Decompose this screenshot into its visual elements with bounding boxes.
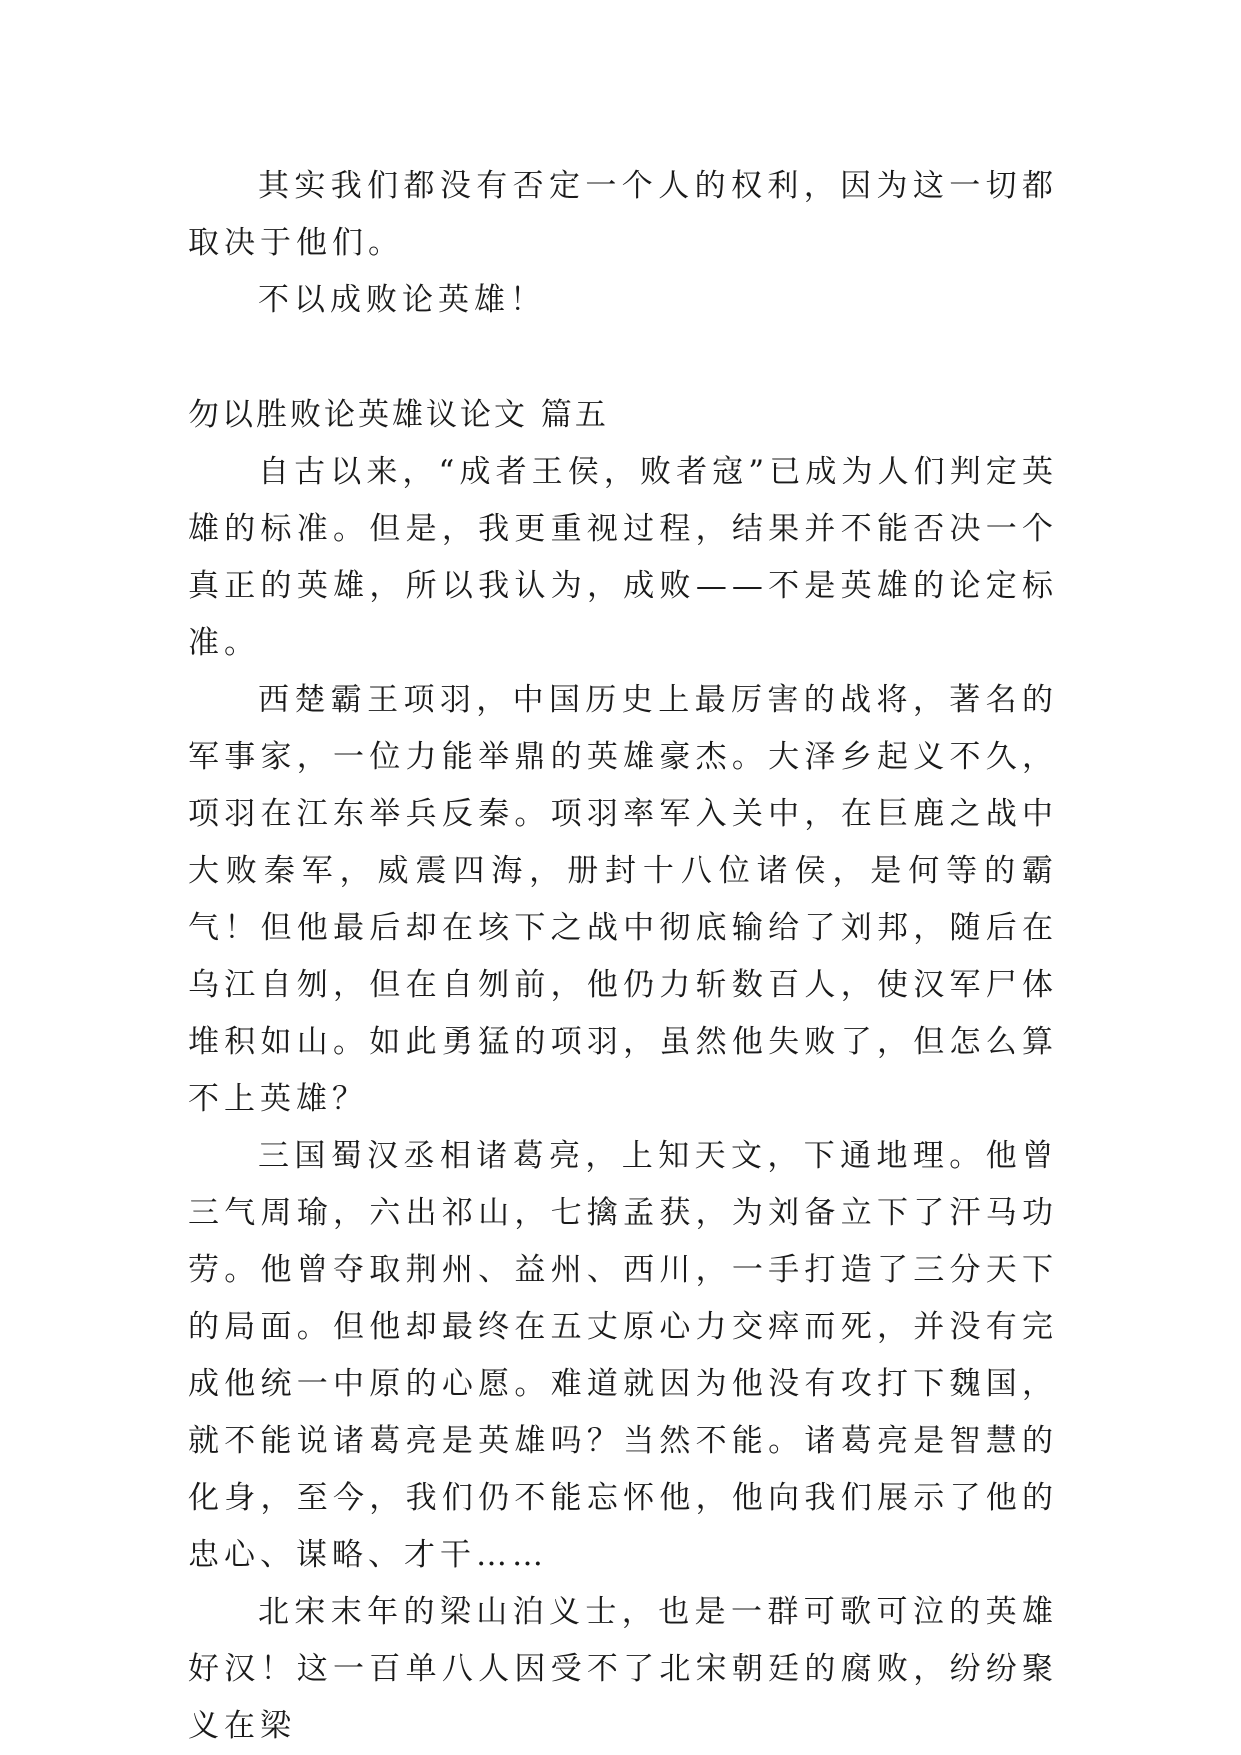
section-heading: 勿以胜败论英雄议论文 篇五 bbox=[188, 397, 609, 433]
intro-paragraph-1: 其实我们都没有否定一个人的权利，因为这一切都取决于他们。 bbox=[188, 168, 1058, 261]
body-paragraph-1: 自古以来，“成者王侯，败者寇”已成为人们判定英雄的标准。但是，我更重视过程，结果并不能否决一个真正的英雄，所以我认为，成败——不是英雄的论定标准。 bbox=[188, 454, 1058, 661]
body-paragraph-3: 三国蜀汉丞相诸葛亮，上知天文，下通地理。他曾三气周瑜，六出祁山，七擒孟获，为刘备立下了汗马功劳。他曾夺取荆州、益州、西川，一手打造了三分天下的局面。但他却最终在五丈原心力交瘁而死，并没有完成他统一中原的心愿。难道就因为他没有攻打下魏国，就不能说诸葛亮是英雄吗？当然不能。诸葛亮是智慧的化身，至今，我们仍不能忘怀他，他向我们展示了他的忠心、谋略、才干…… bbox=[188, 1138, 1058, 1573]
document-body bbox=[188, 158, 1058, 1755]
section-spacer bbox=[188, 329, 1058, 387]
body-paragraph-4: 北宋末年的梁山泊义士，也是一群可歌可泣的英雄好汉！这一百单八人因受不了北宋朝廷的腐败，纷纷聚义在梁 bbox=[188, 1594, 1058, 1744]
intro-paragraph-2: 不以成败论英雄！ bbox=[258, 282, 546, 318]
body-paragraph-2: 西楚霸王项羽，中国历史上最厉害的战将，著名的军事家，一位力能举鼎的英雄豪杰。大泽乡起义不久，项羽在江东举兵反秦。项羽率军入关中，在巨鹿之战中大败秦军，威震四海，册封十八位诸侯，是何等的霸气！但他最后却在垓下之战中彻底输给了刘邦，随后在乌江自刎，但在自刎前，他仍力斩数百人，使汉军尸体堆积如山。如此勇猛的项羽，虽然他失败了，但怎么算不上英雄？ bbox=[188, 682, 1058, 1117]
